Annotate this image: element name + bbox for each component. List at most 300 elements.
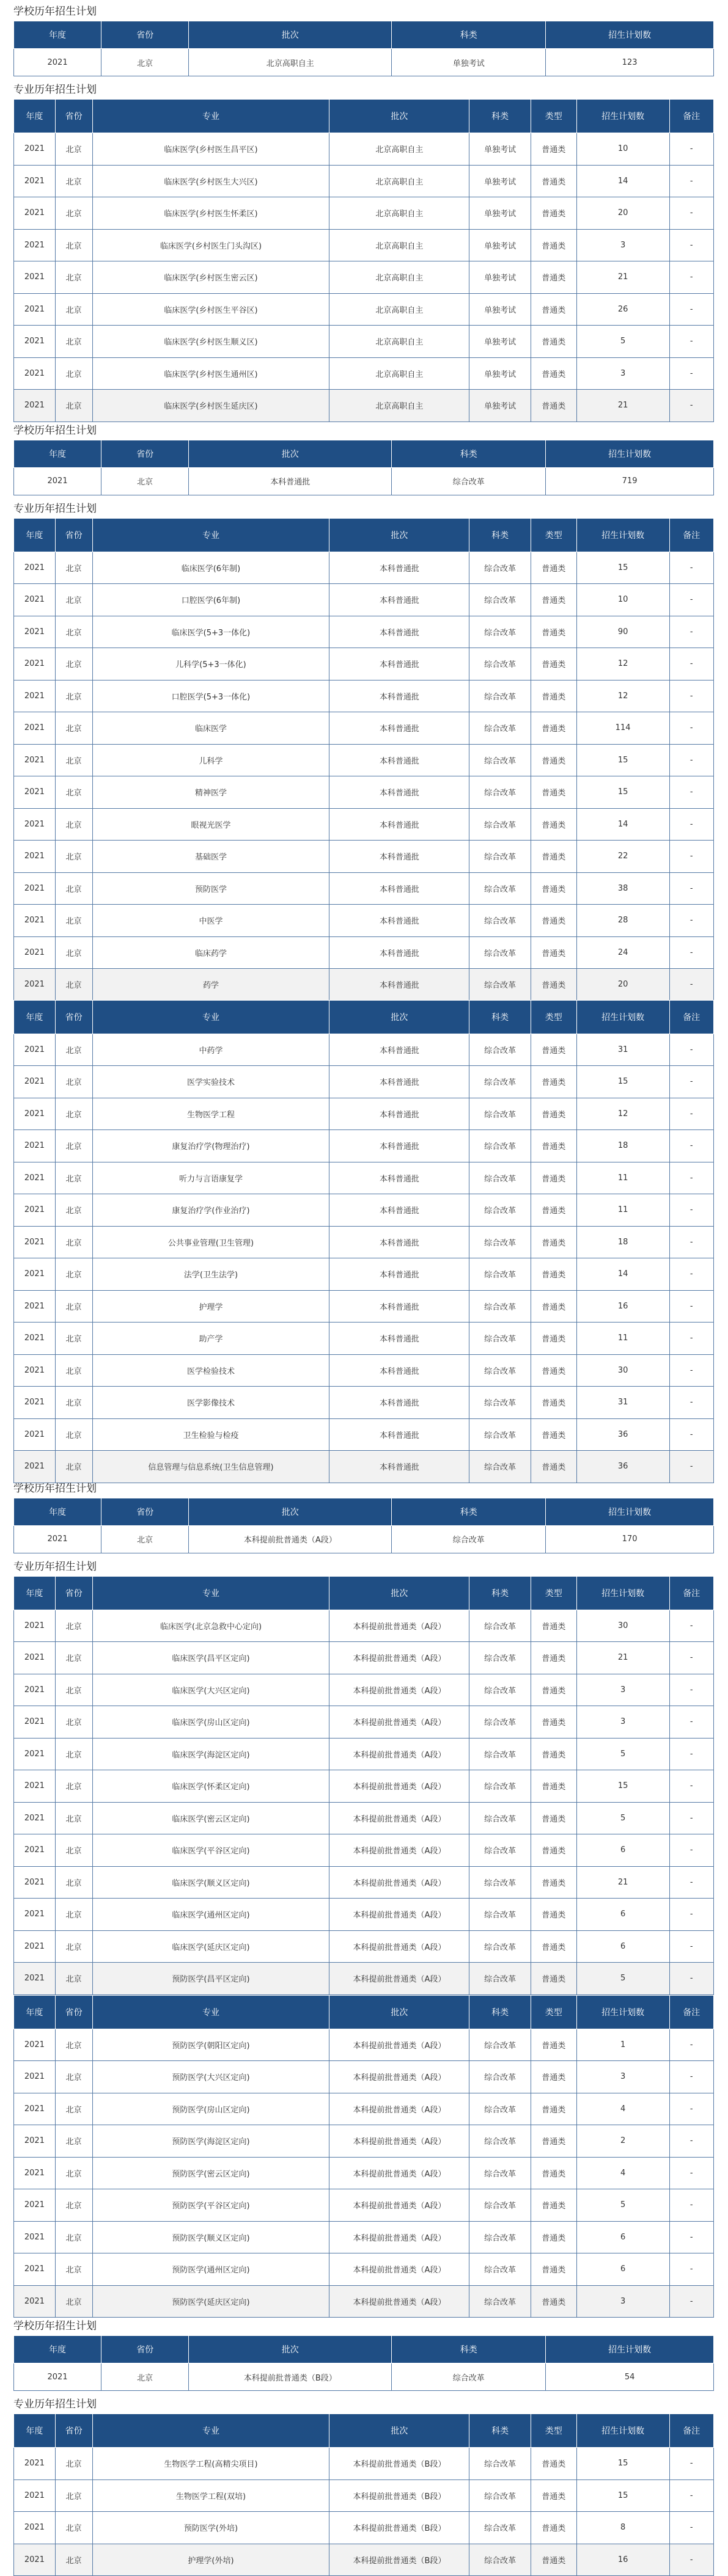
- table-cell: 2021: [14, 584, 56, 616]
- column-header: 类型: [531, 100, 576, 133]
- column-header: 专业: [92, 100, 329, 133]
- table-cell: 综合改革: [469, 969, 531, 1001]
- table-cell: 北京: [55, 357, 92, 390]
- table-cell: 普通类: [531, 552, 576, 584]
- table-cell: 临床医学(延庆区定向): [92, 1930, 329, 1963]
- table-row: [14, 1642, 714, 1674]
- table-cell: 综合改革: [469, 1770, 531, 1803]
- column-header: 批次: [329, 2414, 469, 2448]
- major-plan-table: [13, 1995, 714, 2318]
- column-header: 备注: [669, 2414, 713, 2448]
- table-cell: 11: [576, 1162, 669, 1194]
- table-row: [14, 584, 714, 616]
- table-cell: 2021: [14, 552, 56, 584]
- column-header: 年度: [14, 2336, 101, 2363]
- table-cell: 北京: [55, 1387, 92, 1419]
- table-row: [14, 1323, 714, 1355]
- table-cell: 2021: [14, 1738, 56, 1770]
- table-cell: -: [669, 357, 713, 390]
- table-cell: 2021: [14, 2285, 56, 2318]
- table-header-row: [14, 1000, 714, 1034]
- table-cell: 北京: [55, 1706, 92, 1739]
- table-cell: 药学: [92, 969, 329, 1001]
- table-cell: 北京: [55, 197, 92, 230]
- table-cell: 北京: [55, 1418, 92, 1451]
- table-cell: 北京高职自主: [329, 390, 469, 422]
- table-cell: 普通类: [531, 261, 576, 294]
- table-cell: 2021: [14, 616, 56, 648]
- table-row: [14, 1034, 714, 1066]
- table-cell: 北京: [55, 261, 92, 294]
- table-cell: -: [669, 712, 713, 745]
- table-cell: 北京: [55, 2093, 92, 2125]
- table-cell: 2021: [14, 165, 56, 197]
- table-cell: 北京: [55, 552, 92, 584]
- table-cell: -: [669, 326, 713, 358]
- table-cell: 本科普通批: [329, 616, 469, 648]
- table-cell: 54: [546, 2363, 714, 2391]
- table-cell: 本科普通批: [329, 648, 469, 680]
- table-cell: 2021: [14, 776, 56, 809]
- table-cell: -: [669, 1834, 713, 1867]
- table-cell: 法学(卫生法学): [92, 1258, 329, 1291]
- table-cell: 医学检验技术: [92, 1354, 329, 1387]
- table-cell: 普通类: [531, 1354, 576, 1387]
- table-cell: 北京: [55, 808, 92, 841]
- table-cell: 综合改革: [469, 584, 531, 616]
- table-header-row: [14, 21, 714, 49]
- table-cell: -: [669, 1130, 713, 1162]
- table-cell: 普通类: [531, 1866, 576, 1899]
- table-cell: 2021: [14, 712, 56, 745]
- table-cell: 中药学: [92, 1034, 329, 1066]
- column-header: 年度: [14, 1995, 56, 2029]
- table-cell: 北京高职自主: [329, 229, 469, 261]
- table-cell: 北京: [55, 1963, 92, 1995]
- table-header-row: [14, 2336, 714, 2363]
- table-cell: 北京: [55, 1738, 92, 1770]
- table-cell: 2021: [14, 2363, 101, 2391]
- table-cell: 2021: [14, 1802, 56, 1834]
- school-plan-table: [13, 21, 714, 76]
- table-cell: 综合改革: [469, 1642, 531, 1674]
- table-cell: 普通类: [531, 2061, 576, 2093]
- table-cell: 2021: [14, 1034, 56, 1066]
- table-cell: 2021: [14, 49, 101, 76]
- table-cell: 本科提前批普通类（A段）: [329, 2093, 469, 2125]
- table-cell: -: [669, 293, 713, 326]
- table-cell: 2021: [14, 2061, 56, 2093]
- table-cell: -: [669, 2061, 713, 2093]
- table-cell: 普通类: [531, 1930, 576, 1963]
- table-cell: 15: [576, 776, 669, 809]
- table-cell: 单独考试: [469, 293, 531, 326]
- table-cell: 5: [576, 2189, 669, 2222]
- table-cell: 临床医学(房山区定向): [92, 1706, 329, 1739]
- table-cell: 14: [576, 1258, 669, 1291]
- table-cell: 普通类: [531, 165, 576, 197]
- table-cell: 预防医学(顺义区定向): [92, 2221, 329, 2253]
- column-header: 批次: [189, 21, 392, 49]
- table-cell: 综合改革: [469, 1194, 531, 1227]
- table-cell: 综合改革: [392, 467, 546, 495]
- table-cell: -: [669, 1258, 713, 1291]
- table-cell: -: [669, 1610, 713, 1642]
- table-cell: 预防医学(房山区定向): [92, 2093, 329, 2125]
- table-cell: 普通类: [531, 2544, 576, 2576]
- table-cell: 综合改革: [469, 616, 531, 648]
- table-row: [14, 648, 714, 680]
- table-row: [14, 1770, 714, 1803]
- table-cell: 基础医学: [92, 841, 329, 873]
- table-cell: 临床医学(通州区定向): [92, 1899, 329, 1931]
- table-row: [14, 1354, 714, 1387]
- table-row: [14, 1525, 714, 1553]
- table-cell: 北京: [55, 2221, 92, 2253]
- column-header: 年度: [14, 100, 56, 133]
- table-cell: 北京: [55, 1130, 92, 1162]
- table-cell: 普通类: [531, 390, 576, 422]
- major-plan-table: [13, 2414, 714, 2576]
- table-cell: 15: [576, 744, 669, 776]
- table-cell: -: [669, 229, 713, 261]
- table-cell: 预防医学(延庆区定向): [92, 2285, 329, 2318]
- column-header: 类型: [531, 2414, 576, 2448]
- table-cell: 本科提前批普通类（A段）: [329, 1866, 469, 1899]
- column-header: 年度: [14, 440, 101, 467]
- table-cell: 2021: [14, 133, 56, 166]
- column-header: 招生计划数: [576, 1000, 669, 1034]
- table-cell: 助产学: [92, 1323, 329, 1355]
- table-cell: 本科普通批: [329, 712, 469, 745]
- table-cell: 北京: [55, 1610, 92, 1642]
- table-cell: -: [669, 1066, 713, 1098]
- column-header: 年度: [14, 1498, 101, 1525]
- table-cell: 综合改革: [469, 1930, 531, 1963]
- table-cell: 综合改革: [469, 1130, 531, 1162]
- table-cell: 本科提前批普通类（A段）: [329, 1770, 469, 1803]
- table-cell: 36: [576, 1451, 669, 1483]
- table-cell: 5: [576, 326, 669, 358]
- table-cell: 10: [576, 584, 669, 616]
- column-header: 科类: [469, 518, 531, 552]
- table-row: [14, 680, 714, 712]
- table-cell: 6: [576, 1834, 669, 1867]
- table-cell: 综合改革: [392, 2363, 546, 2391]
- table-cell: -: [669, 2479, 713, 2512]
- column-header: 科类: [469, 1576, 531, 1610]
- table-cell: 普通类: [531, 1802, 576, 1834]
- table-cell: 普通类: [531, 2253, 576, 2286]
- table-row: [14, 1963, 714, 1995]
- table-cell: 14: [576, 808, 669, 841]
- table-cell: 生物医学工程(双培): [92, 2479, 329, 2512]
- table-cell: 本科普通批: [329, 969, 469, 1001]
- table-cell: 单独考试: [469, 390, 531, 422]
- table-cell: 护理学: [92, 1290, 329, 1323]
- table-cell: 普通类: [531, 1770, 576, 1803]
- table-row: [14, 197, 714, 230]
- table-cell: -: [669, 584, 713, 616]
- table-cell: 2021: [14, 2221, 56, 2253]
- section-title: 专业历年招生计划: [13, 1560, 97, 1573]
- column-header: 科类: [469, 1000, 531, 1034]
- table-cell: 2021: [14, 1706, 56, 1739]
- column-header: 省份: [101, 1498, 189, 1525]
- table-row: [14, 2285, 714, 2318]
- table-cell: -: [669, 680, 713, 712]
- table-cell: -: [669, 1899, 713, 1931]
- column-header: 招生计划数: [576, 2414, 669, 2448]
- table-cell: 生物医学工程(高精尖项目): [92, 2448, 329, 2480]
- table-row: [14, 1162, 714, 1194]
- table-cell: 20: [576, 197, 669, 230]
- table-cell: 北京: [55, 326, 92, 358]
- table-cell: 北京: [55, 969, 92, 1001]
- table-cell: 2021: [14, 1451, 56, 1483]
- table-cell: 普通类: [531, 1738, 576, 1770]
- table-cell: 北京: [55, 1930, 92, 1963]
- table-cell: 普通类: [531, 680, 576, 712]
- table-cell: 本科普通批: [329, 776, 469, 809]
- table-cell: 本科普通批: [329, 1066, 469, 1098]
- table-cell: -: [669, 2253, 713, 2286]
- table-cell: 6: [576, 2221, 669, 2253]
- table-cell: 2021: [14, 1098, 56, 1130]
- table-cell: 普通类: [531, 1066, 576, 1098]
- table-cell: 170: [546, 1525, 714, 1553]
- table-cell: -: [669, 1354, 713, 1387]
- table-cell: 2021: [14, 2512, 56, 2544]
- table-cell: 普通类: [531, 229, 576, 261]
- table-row: [14, 133, 714, 166]
- table-cell: 本科普通批: [329, 1451, 469, 1483]
- column-header: 科类: [392, 440, 546, 467]
- table-cell: 2021: [14, 2544, 56, 2576]
- table-cell: 114: [576, 712, 669, 745]
- table-cell: 北京: [55, 2157, 92, 2189]
- table-row: [14, 841, 714, 873]
- table-cell: 北京高职自主: [329, 357, 469, 390]
- table-row: [14, 1866, 714, 1899]
- column-header: 招生计划数: [546, 2336, 714, 2363]
- table-cell: -: [669, 2285, 713, 2318]
- table-cell: 北京: [55, 133, 92, 166]
- table-cell: 综合改革: [469, 712, 531, 745]
- table-cell: 综合改革: [469, 1802, 531, 1834]
- table-cell: 2021: [14, 1963, 56, 1995]
- table-row: [14, 261, 714, 294]
- table-cell: 北京高职自主: [329, 133, 469, 166]
- column-header: 年度: [14, 1576, 56, 1610]
- table-cell: -: [669, 808, 713, 841]
- table-cell: 本科普通批: [329, 1387, 469, 1419]
- table-cell: 本科普通批: [329, 1323, 469, 1355]
- table-cell: 预防医学(朝阳区定向): [92, 2029, 329, 2061]
- table-cell: 公共事业管理(卫生管理): [92, 1226, 329, 1258]
- table-row: [14, 1899, 714, 1931]
- table-cell: 普通类: [531, 616, 576, 648]
- table-cell: 北京高职自主: [329, 293, 469, 326]
- table-row: [14, 872, 714, 905]
- table-cell: 本科普通批: [329, 1290, 469, 1323]
- table-cell: 2021: [14, 357, 56, 390]
- table-cell: 本科普通批: [329, 841, 469, 873]
- table-cell: 临床医学(大兴区定向): [92, 1674, 329, 1706]
- table-cell: 26: [576, 293, 669, 326]
- table-cell: 北京: [101, 2363, 189, 2391]
- table-cell: 2021: [14, 326, 56, 358]
- major-plan-table: [13, 1576, 714, 1995]
- table-header-row: [14, 2414, 714, 2448]
- table-row: [14, 1930, 714, 1963]
- column-header: 专业: [92, 1995, 329, 2029]
- table-cell: 28: [576, 905, 669, 937]
- table-cell: -: [669, 1098, 713, 1130]
- table-row: [14, 2448, 714, 2480]
- table-cell: 2021: [14, 2253, 56, 2286]
- table-cell: 普通类: [531, 1706, 576, 1739]
- column-header: 年度: [14, 518, 56, 552]
- column-header: 科类: [469, 2414, 531, 2448]
- table-cell: 本科提前批普通类（B段）: [189, 2363, 392, 2391]
- table-cell: 21: [576, 390, 669, 422]
- table-cell: 北京: [55, 1226, 92, 1258]
- table-cell: 北京: [55, 165, 92, 197]
- column-header: 备注: [669, 1576, 713, 1610]
- table-cell: 北京: [55, 1834, 92, 1867]
- column-header: 批次: [189, 1498, 392, 1525]
- table-cell: -: [669, 165, 713, 197]
- table-cell: 普通类: [531, 744, 576, 776]
- table-cell: 综合改革: [469, 1323, 531, 1355]
- column-header: 省份: [55, 1000, 92, 1034]
- table-row: [14, 2363, 714, 2391]
- table-cell: 临床医学(怀柔区定向): [92, 1770, 329, 1803]
- table-cell: 综合改革: [469, 872, 531, 905]
- table-cell: 2021: [14, 1323, 56, 1355]
- table-cell: 北京: [55, 1674, 92, 1706]
- table-cell: -: [669, 1770, 713, 1803]
- table-cell: 本科提前批普通类（A段）: [329, 1930, 469, 1963]
- table-row: [14, 1290, 714, 1323]
- table-cell: -: [669, 1418, 713, 1451]
- table-cell: -: [669, 2512, 713, 2544]
- column-header: 科类: [392, 21, 546, 49]
- table-header-row: [14, 518, 714, 552]
- table-cell: 普通类: [531, 1098, 576, 1130]
- table-cell: 综合改革: [469, 2253, 531, 2286]
- table-cell: 本科提前批普通类（A段）: [329, 2061, 469, 2093]
- table-cell: 综合改革: [469, 936, 531, 969]
- table-cell: 普通类: [531, 2285, 576, 2318]
- table-cell: 本科提前批普通类（A段）: [329, 2157, 469, 2189]
- table-cell: -: [669, 390, 713, 422]
- table-cell: -: [669, 776, 713, 809]
- table-cell: 2021: [14, 1834, 56, 1867]
- column-header: 科类: [469, 100, 531, 133]
- table-cell: 北京: [55, 1354, 92, 1387]
- table-cell: 本科提前批普通类（A段）: [329, 2189, 469, 2222]
- table-cell: 2021: [14, 1226, 56, 1258]
- table-cell: 医学实验技术: [92, 1066, 329, 1098]
- table-cell: 21: [576, 261, 669, 294]
- table-cell: 儿科学(5+3一体化): [92, 648, 329, 680]
- column-header: 批次: [329, 1576, 469, 1610]
- table-cell: 临床医学(乡村医生通州区): [92, 357, 329, 390]
- column-header: 省份: [55, 518, 92, 552]
- table-row: [14, 390, 714, 422]
- table-cell: 康复治疗学(作业治疗): [92, 1194, 329, 1227]
- table-row: [14, 1802, 714, 1834]
- table-cell: 北京: [55, 936, 92, 969]
- table-row: [14, 1834, 714, 1867]
- table-cell: 临床医学(6年制): [92, 552, 329, 584]
- table-row: [14, 1610, 714, 1642]
- table-cell: 普通类: [531, 133, 576, 166]
- table-cell: 本科提前批普通类（B段）: [329, 2544, 469, 2576]
- table-row: [14, 1738, 714, 1770]
- table-row: [14, 1226, 714, 1258]
- table-cell: 单独考试: [469, 229, 531, 261]
- table-cell: -: [669, 2448, 713, 2480]
- table-cell: 18: [576, 1130, 669, 1162]
- table-cell: 4: [576, 2093, 669, 2125]
- table-cell: 北京: [55, 2125, 92, 2158]
- table-cell: 6: [576, 1930, 669, 1963]
- table-cell: 2021: [14, 197, 56, 230]
- table-header-row: [14, 1995, 714, 2029]
- table-cell: 2021: [14, 1770, 56, 1803]
- table-cell: 北京: [55, 776, 92, 809]
- table-cell: 北京: [55, 2061, 92, 2093]
- table-cell: 2021: [14, 1642, 56, 1674]
- table-cell: 临床医学(密云区定向): [92, 1802, 329, 1834]
- table-cell: 信息管理与信息系统(卫生信息管理): [92, 1451, 329, 1483]
- table-header-row: [14, 1576, 714, 1610]
- table-row: [14, 2029, 714, 2061]
- table-cell: 38: [576, 872, 669, 905]
- table-cell: 预防医学(密云区定向): [92, 2157, 329, 2189]
- table-cell: 4: [576, 2157, 669, 2189]
- table-cell: 临床医学(海淀区定向): [92, 1738, 329, 1770]
- table-cell: 30: [576, 1354, 669, 1387]
- table-cell: 临床医学(乡村医生密云区): [92, 261, 329, 294]
- table-cell: 综合改革: [469, 808, 531, 841]
- table-row: [14, 1066, 714, 1098]
- table-cell: 2021: [14, 2157, 56, 2189]
- table-cell: 普通类: [531, 1194, 576, 1227]
- table-cell: 5: [576, 1963, 669, 1995]
- table-cell: -: [669, 1194, 713, 1227]
- table-row: [14, 1387, 714, 1419]
- table-cell: 10: [576, 133, 669, 166]
- table-row: [14, 1674, 714, 1706]
- table-cell: 单独考试: [392, 49, 546, 76]
- column-header: 省份: [55, 100, 92, 133]
- table-cell: -: [669, 2157, 713, 2189]
- table-cell: 31: [576, 1387, 669, 1419]
- section-title: 专业历年招生计划: [13, 502, 97, 515]
- table-row: [14, 712, 714, 745]
- table-row: [14, 2512, 714, 2544]
- table-cell: 2021: [14, 872, 56, 905]
- table-cell: -: [669, 1451, 713, 1483]
- table-cell: 北京: [55, 1802, 92, 1834]
- table-cell: 普通类: [531, 2157, 576, 2189]
- table-cell: 普通类: [531, 2221, 576, 2253]
- column-header: 批次: [329, 1000, 469, 1034]
